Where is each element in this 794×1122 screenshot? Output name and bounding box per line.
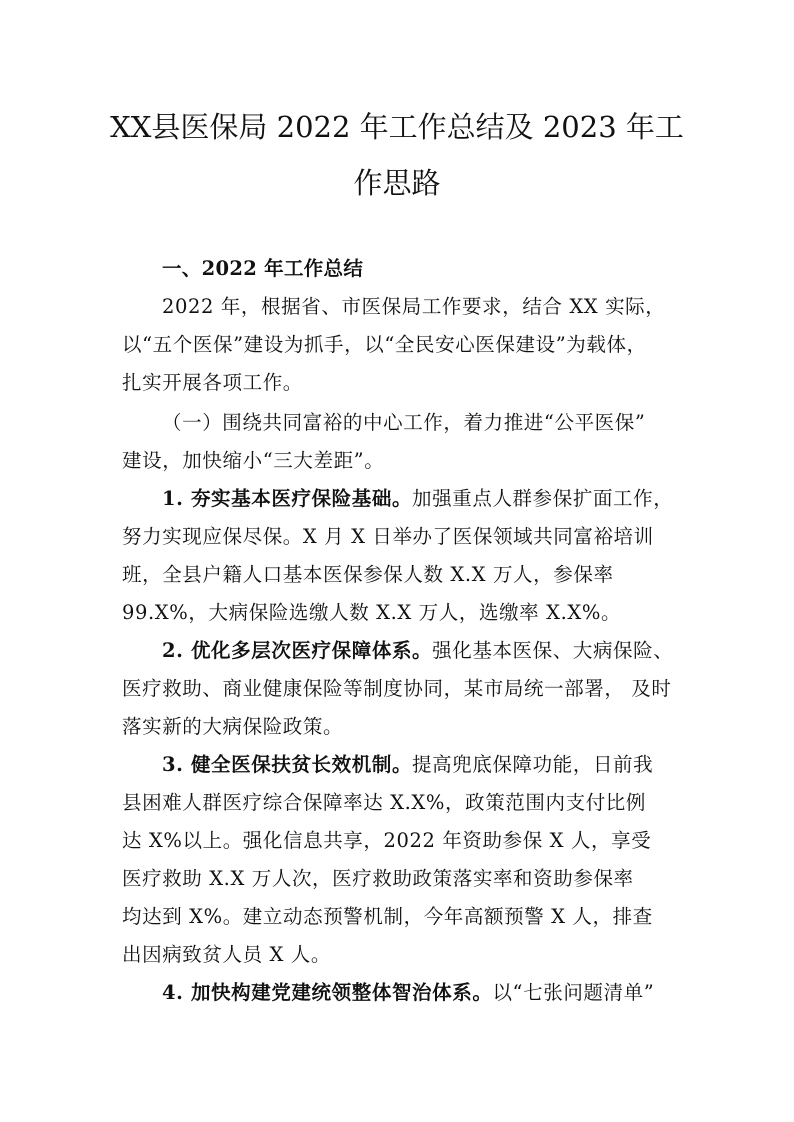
item-2-text: 强化基本医保、大病保险、 bbox=[432, 639, 674, 662]
item-4-text: 以“七张问题清单” bbox=[492, 981, 655, 1004]
item-3-line-5: 均达到 X%。建立动态预警机制，今年高额预警 X 人，排查 bbox=[122, 905, 653, 928]
item-3-line-6: 出因病致贫人员 X 人。 bbox=[122, 943, 331, 966]
item-2-line-3: 落实新的大病保险政策。 bbox=[122, 715, 344, 738]
item-1-line-4: 99.X%，大病保险选缴人数 X.X 万人，选缴率 X.X%。 bbox=[122, 601, 622, 624]
item-3-line-1 bbox=[162, 752, 653, 778]
document-title-line-2: 作思路 bbox=[353, 166, 441, 200]
item-1-line-3: 班，全县户籍人口基本医保参保人数 X.X 万人，参保率 bbox=[122, 563, 614, 586]
section-heading: 一、2022 年工作总结 bbox=[162, 257, 364, 280]
item-3-line-2: 县困难人群医疗综合保障率达 X.X%，政策范围内支付比例 bbox=[122, 791, 646, 814]
item-4-heading: 4. 加快构建党建统领整体智治体系。 bbox=[162, 981, 493, 1004]
item-1-heading: 1. 夯实基本医疗保险基础。 bbox=[162, 487, 413, 510]
item-3-line-3: 达 X%以上。强化信息共享，2022 年资助参保 X 人，享受 bbox=[122, 829, 652, 852]
item-1-line-2: 努力实现应保尽保。X 月 X 日举办了医保领域共同富裕培训 bbox=[122, 525, 654, 548]
intro-line-3: 扎实开展各项工作。 bbox=[122, 371, 303, 394]
item-1-line-1 bbox=[162, 486, 673, 512]
document-title-line-1: XX县医保局 2022 年工作总结及 2023 年工 bbox=[110, 110, 684, 144]
item-4-line-1 bbox=[162, 980, 654, 1006]
item-3-line-4: 医疗救助 X.X 万人次，医疗救助政策落实率和资助参保率 bbox=[122, 867, 634, 890]
item-2-line-2: 医疗救助、商业健康保险等制度协同，某市局统一部署， 及时 bbox=[122, 677, 672, 700]
intro-line-2: 以“五个医保”建设为抓手，以“全民安心医保建设”为载体， bbox=[122, 333, 647, 356]
item-3-heading: 3. 健全医保扶贫长效机制。 bbox=[162, 753, 413, 776]
item-2-line-1 bbox=[162, 638, 673, 664]
item-1-text: 加强重点人群参保扩面工作， bbox=[412, 487, 674, 510]
item-3-text: 提高兜底保障功能，日前我 bbox=[412, 753, 654, 776]
subsection-heading-line-2: 建设，加快缩小“三大差距”。 bbox=[122, 449, 385, 472]
intro-line-1: 2022 年，根据省、市医保局工作要求，结合 XX 实际， bbox=[162, 295, 666, 318]
item-2-heading: 2. 优化多层次医疗保障体系。 bbox=[162, 639, 433, 662]
subsection-heading-line-1: （一）围绕共同富裕的中心工作，着力推进“公平医保” bbox=[162, 411, 646, 434]
